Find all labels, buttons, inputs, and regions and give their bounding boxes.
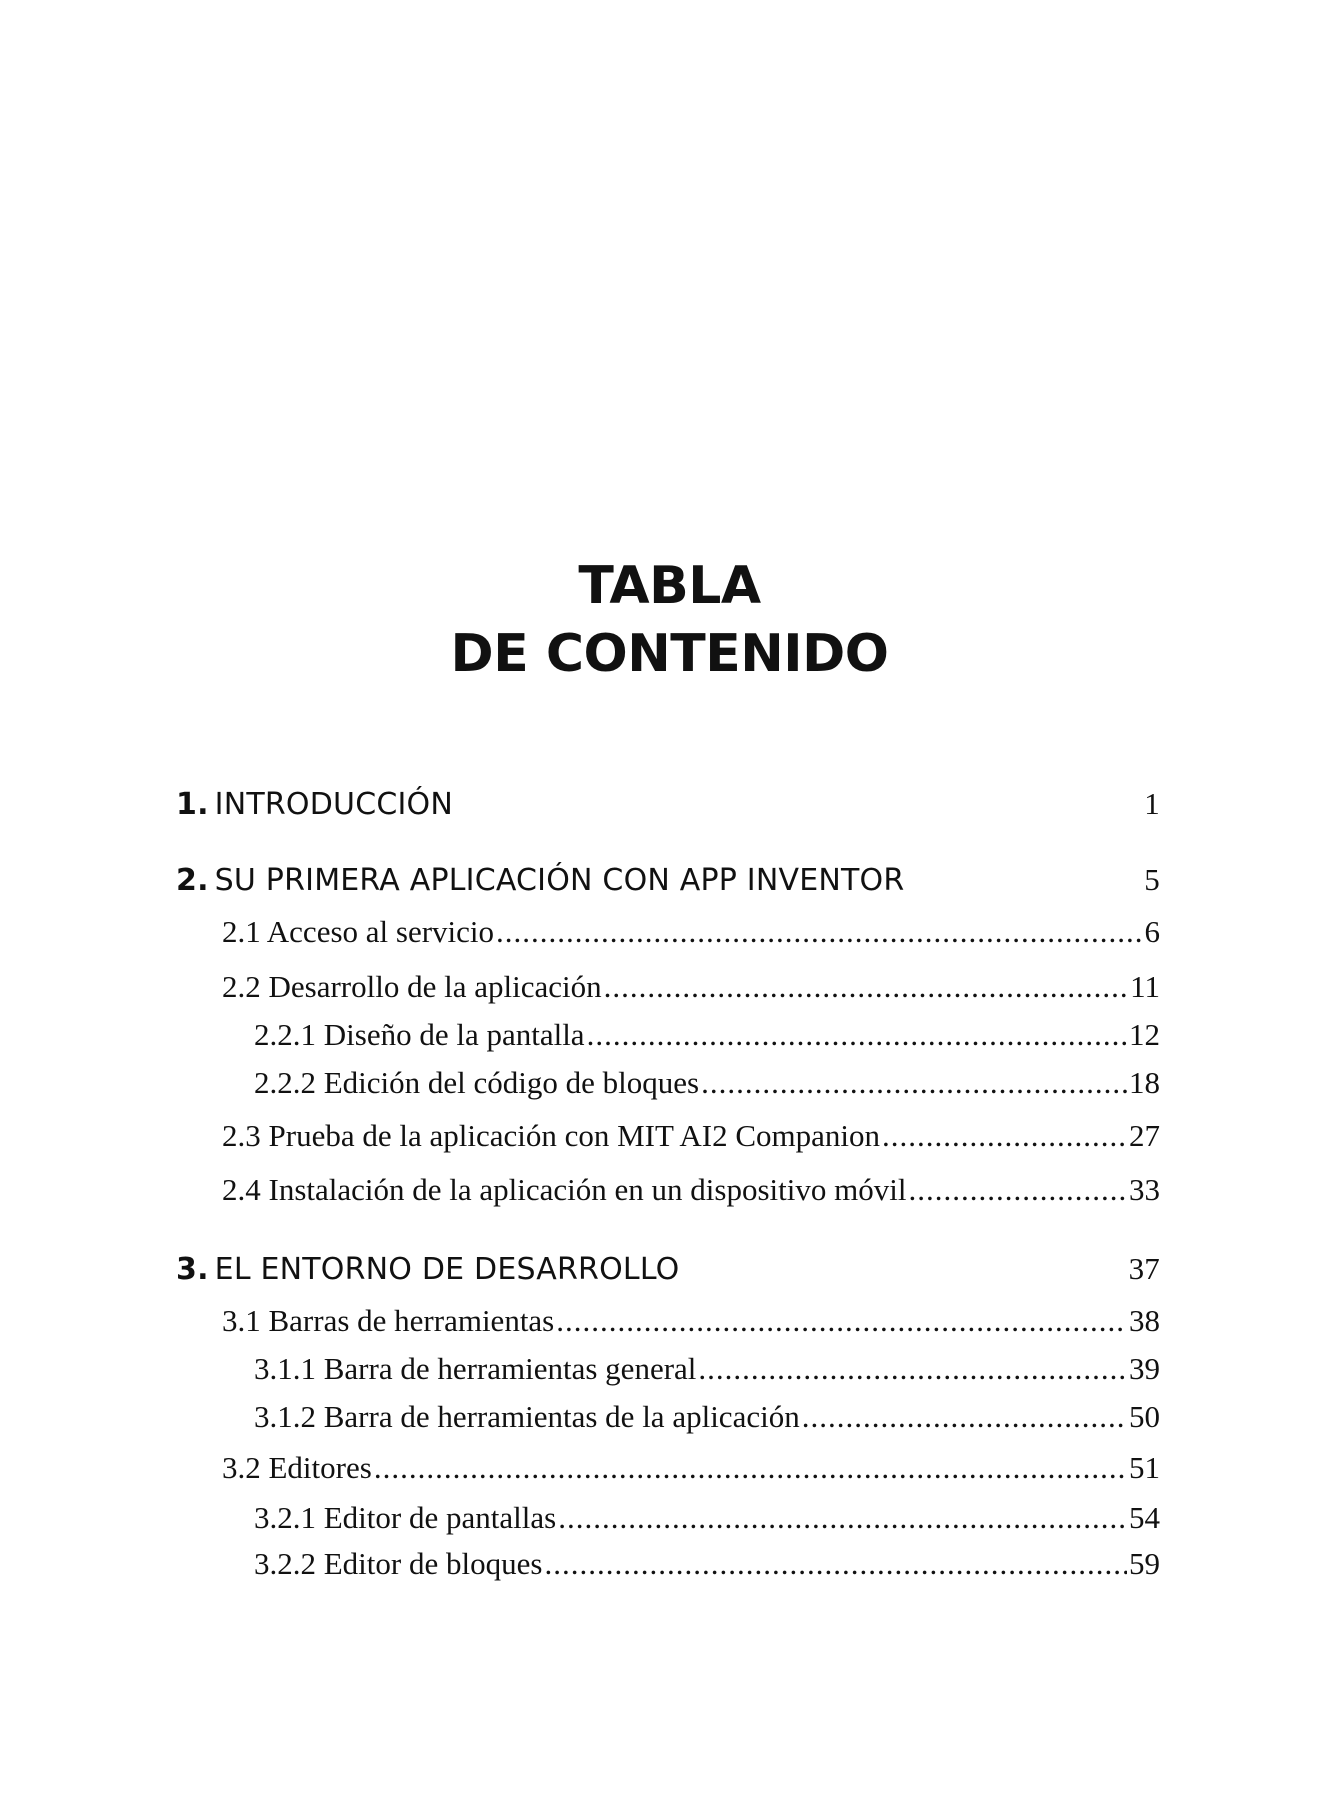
chapter-page: 37 bbox=[1128, 1251, 1160, 1286]
toc-entry[interactable] bbox=[222, 1172, 1160, 1208]
dot-leader bbox=[496, 914, 1142, 950]
toc-entry[interactable] bbox=[222, 914, 1160, 950]
chapter-title: EL ENTORNO DE DESARROLLO bbox=[214, 1252, 680, 1287]
entry-page: 33 bbox=[1129, 1172, 1160, 1207]
toc-entry[interactable] bbox=[222, 1303, 1160, 1339]
chapter-number: 3. bbox=[176, 1252, 209, 1287]
entry-label: 2.2.2 Edición del código de bloques bbox=[254, 1065, 700, 1100]
entry-label: 3.1.2 Barra de herramientas de la aplicación bbox=[254, 1399, 800, 1434]
chapter-number: 1. bbox=[176, 787, 209, 822]
title-line-2: DE CONTENIDO bbox=[450, 624, 889, 684]
entry-page: 6 bbox=[1144, 914, 1160, 949]
entry-label: 2.3 Prueba de la aplicación con MIT AI2 Companion bbox=[222, 1118, 881, 1153]
page-title bbox=[0, 552, 1339, 688]
entry-page: 38 bbox=[1129, 1303, 1160, 1338]
toc-chapter-2[interactable] bbox=[176, 862, 1160, 898]
toc-entry[interactable] bbox=[254, 1546, 1160, 1582]
toc-entry[interactable] bbox=[254, 1065, 1160, 1101]
toc-entry[interactable] bbox=[254, 1500, 1160, 1536]
toc-entry[interactable] bbox=[222, 1118, 1160, 1154]
entry-page: 50 bbox=[1129, 1399, 1160, 1434]
toc-chapter-3[interactable] bbox=[176, 1251, 1160, 1287]
dot-leader bbox=[558, 1500, 1127, 1536]
dot-leader bbox=[587, 1017, 1127, 1053]
dot-leader bbox=[544, 1546, 1127, 1582]
toc-chapter-1[interactable] bbox=[176, 786, 1160, 822]
entry-label: 2.2.1 Diseño de la pantalla bbox=[254, 1017, 585, 1052]
entry-label: 3.2.2 Editor de bloques bbox=[254, 1546, 543, 1581]
entry-label: 2.2 Desarrollo de la aplicación bbox=[222, 969, 602, 1004]
dot-leader bbox=[882, 1118, 1127, 1154]
chapter-title: INTRODUCCIÓN bbox=[214, 787, 453, 822]
entry-label: 2.4 Instalación de la aplicación en un dispositivo móvil bbox=[222, 1172, 907, 1207]
toc-entry[interactable] bbox=[222, 969, 1160, 1005]
chapter-page: 5 bbox=[1144, 862, 1160, 897]
dot-leader bbox=[701, 1065, 1127, 1101]
entry-page: 12 bbox=[1129, 1017, 1160, 1052]
title-line-1: TABLA bbox=[578, 556, 761, 616]
entry-page: 11 bbox=[1130, 969, 1160, 1004]
entry-label: 3.1 Barras de herramientas bbox=[222, 1303, 555, 1338]
entry-page: 39 bbox=[1129, 1351, 1160, 1386]
chapter-page: 1 bbox=[1144, 786, 1160, 821]
toc-entry[interactable] bbox=[254, 1351, 1160, 1387]
entry-page: 59 bbox=[1129, 1546, 1160, 1581]
chapter-number: 2. bbox=[176, 863, 209, 898]
dot-leader bbox=[374, 1450, 1127, 1486]
entry-page: 51 bbox=[1129, 1450, 1160, 1485]
entry-page: 27 bbox=[1129, 1118, 1160, 1153]
dot-leader bbox=[556, 1303, 1127, 1339]
entry-label: 3.1.1 Barra de herramientas general bbox=[254, 1351, 697, 1386]
toc-entry[interactable] bbox=[254, 1017, 1160, 1053]
dot-leader bbox=[698, 1351, 1127, 1387]
toc-entry[interactable] bbox=[254, 1399, 1160, 1435]
dot-leader bbox=[908, 1172, 1127, 1208]
entry-label: 2.1 Acceso al servicio bbox=[222, 914, 495, 949]
dot-leader bbox=[802, 1399, 1127, 1435]
entry-label: 3.2.1 Editor de pantallas bbox=[254, 1500, 557, 1535]
chapter-title: SU PRIMERA APLICACIÓN CON APP INVENTOR bbox=[214, 863, 905, 898]
entry-label: 3.2 Editores bbox=[222, 1450, 372, 1485]
toc-entry[interactable] bbox=[222, 1450, 1160, 1486]
entry-page: 54 bbox=[1129, 1500, 1160, 1535]
dot-leader bbox=[604, 969, 1129, 1005]
entry-page: 18 bbox=[1129, 1065, 1160, 1100]
